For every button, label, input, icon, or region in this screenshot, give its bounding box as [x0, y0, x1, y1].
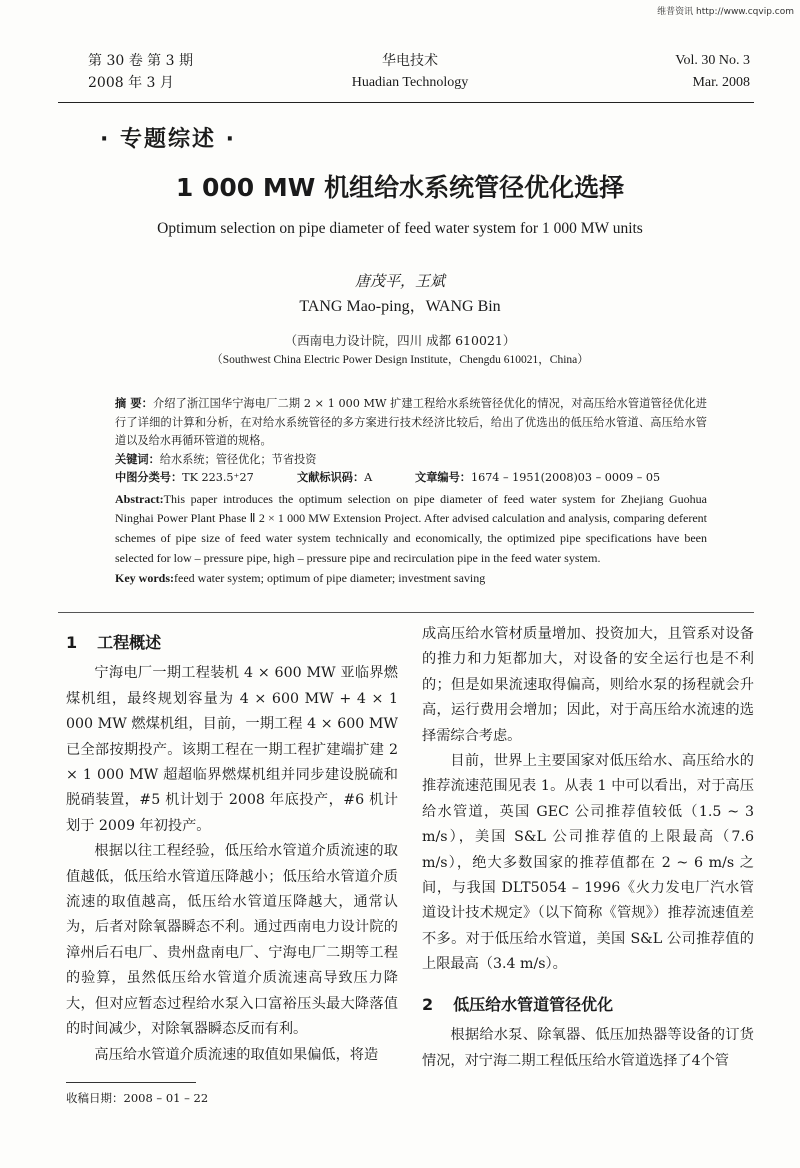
watermark-text: 维普资讯 http://www.cqvip.com [657, 7, 794, 17]
affiliation-en: （Southwest China Electric Power Design Institute，Chengdu 610021，China） [211, 354, 589, 366]
date-en: Mar. 2008 [692, 75, 750, 90]
section-2-heading [422, 992, 754, 1017]
section-2-title: 低压给水管道管径优化 [453, 994, 614, 1014]
body-column-left [66, 622, 398, 1068]
abstract-en-text: This paper introduces the optimum selection on pipe diameter of feed water system for Zhejiang Guohua Ninghai Power Plant Phase Ⅱ 2 × 1 000 MW Extension Project. After advised calculation and analysis, comparing deferent schemes of pipe size of feed water system technically and economically, the optimized pipe specifications have been selected for low – pressure pipe, high – pressure pipe and recirculation pipe in the feed water system. [115, 491, 707, 565]
body-paragraph: 成高压给水管材质量增加、投资加大，且管系对设备的推力和力矩都加大，对设备的安全运行也是不利的；但是如果流速取得偏高，则给水泵的扬程就会升高，运行费用会增加；因此，对于高压给水流速的选择需综合考虑。 [422, 626, 754, 744]
date-cn: 2008 年 3 月 [88, 75, 174, 91]
section-2-number: 2 [422, 994, 434, 1014]
page-title-en: Optimum selection on pipe diameter of feed water system for 1 000 MW units [157, 220, 643, 237]
body-paragraph: 高压给水管道介质流速的取值如果偏低，将造 [94, 1046, 379, 1063]
keywords-cn-text: 给水系统；管径优化；节省投资 [159, 452, 317, 466]
abstract-block [115, 395, 707, 588]
volume-cn: 第 30 卷 第 3 期 [88, 53, 193, 69]
header-center [300, 50, 520, 94]
body-paragraph: 根据以往工程经验，低压给水管道介质流速的取值越低，低压给水管道压降越小；低压给水管道介质流速的取值越高，低压给水管道压降越大，通常认为，后者对除氧器瞬态不利。通过西南电力设计院的漳州后石电厂、贵州盘南电厂、宁海电厂二期等工程的验算，虽然低压给水管道介质流速高导致压力降大，但对应暂态过程给水泵入口富裕压头最大降落值的时间减少，对除氧器瞬态反而有利。 [66, 843, 398, 1038]
doc-code-value: A [364, 471, 373, 484]
classification-row [115, 469, 707, 488]
footnote-received-date: 收稿日期：2008 – 01 – 22 [66, 1091, 209, 1105]
header-rule [58, 102, 754, 103]
authors-cn: 唐茂平，王斌 [354, 272, 445, 290]
journal-cn: 华电技术 [382, 53, 438, 69]
section-tag: · 专题综述 · [100, 127, 237, 152]
abstract-cn-text: 介绍了浙江国华宁海电厂二期 2 × 1 000 MW 扩建工程给水系统管径优化的情况，对高压给水管道管径优化进行了详细的计算和分析，在对给水系统管径的多方案进行技术经济比较后，给出了优选出的低压给水管道、高压给水管道以及给水再循环管道的规格。 [115, 397, 707, 447]
abstract-en-label: Abstract: [115, 491, 164, 506]
keywords-cn-label: 关键词： [115, 452, 160, 466]
header-left [88, 50, 193, 94]
body-paragraph: 宁海电厂一期工程装机 4 × 600 MW 亚临界燃煤机组，最终规划容量为 4 × 600 MW + 4 × 1 000 MW 燃煤机组，目前，一期工程 4 × 600 MW 已全部按期投产。该期工程在一期工程扩建端扩建 2 × 1 000 MW 超超临界燃煤机组并同步建设脱硫和脱硝装置，#5 机计划于 2008 年底投产，#6 机计划于 2009 年初投产。 [66, 665, 398, 834]
abstract-en [115, 490, 707, 569]
clc-label: 中图分类号： [115, 471, 183, 484]
abstract-rule [58, 612, 754, 613]
body-paragraph: 根据给水泵、除氧器、低压加热器等设备的订货情况，对宁海二期工程低压给水管道选择了4个管 [422, 1027, 754, 1069]
keywords-en-text: feed water system; optimum of pipe diameter; investment saving [174, 570, 486, 585]
article-number-label: 文章编号： [415, 471, 471, 484]
journal-en: Huadian Technology [351, 75, 469, 90]
abstract-cn-label: 摘 要： [115, 397, 153, 410]
body-paragraph: 目前，世界上主要国家对低压给水、高压给水的推荐流速范围见表 1。从表 1 中可以看出，对于高压给水管道，英国 GEC 公司推荐值较低（1.5 ~ 3 m/s），美国 S&L 公司推荐值的上限最高（7.6 m/s），绝大多数国家的推荐值都在 2 ~ 6 m/s 之间，与我国 DLT5054 – 1996《火力发电厂汽水管道设计技术规定》（以下简称《管规》）推荐流速值差不多。对于低压给水管道，美国 S&L 公司推荐值的上限最高（3.4 m/s）。 [422, 753, 754, 973]
section-1-number: 1 [66, 633, 78, 652]
keywords-cn [115, 451, 707, 470]
footnote-rule [66, 1082, 196, 1083]
body-column-right [422, 622, 754, 1074]
section-1-title: 工程概述 [97, 633, 162, 652]
keywords-en [115, 569, 707, 589]
clc-value: TK 223.5⁺27 [182, 471, 254, 484]
keywords-en-label: Key words: [115, 570, 174, 585]
header-right [675, 50, 750, 94]
affiliation-cn: （西南电力设计院，四川 成都 610021） [284, 333, 516, 348]
section-1-heading [66, 630, 398, 655]
article-number-value: 1674 – 1951(2008)03 – 0009 – 05 [470, 471, 661, 484]
abstract-cn [115, 395, 707, 451]
page-title-cn: 1 000 MW 机组给水系统管径优化选择 [175, 173, 625, 202]
doc-code-label: 文献标识码： [297, 471, 365, 484]
volume-en: Vol. 30 No. 3 [675, 53, 750, 68]
authors-en: TANG Mao-ping，WANG Bin [299, 298, 501, 315]
